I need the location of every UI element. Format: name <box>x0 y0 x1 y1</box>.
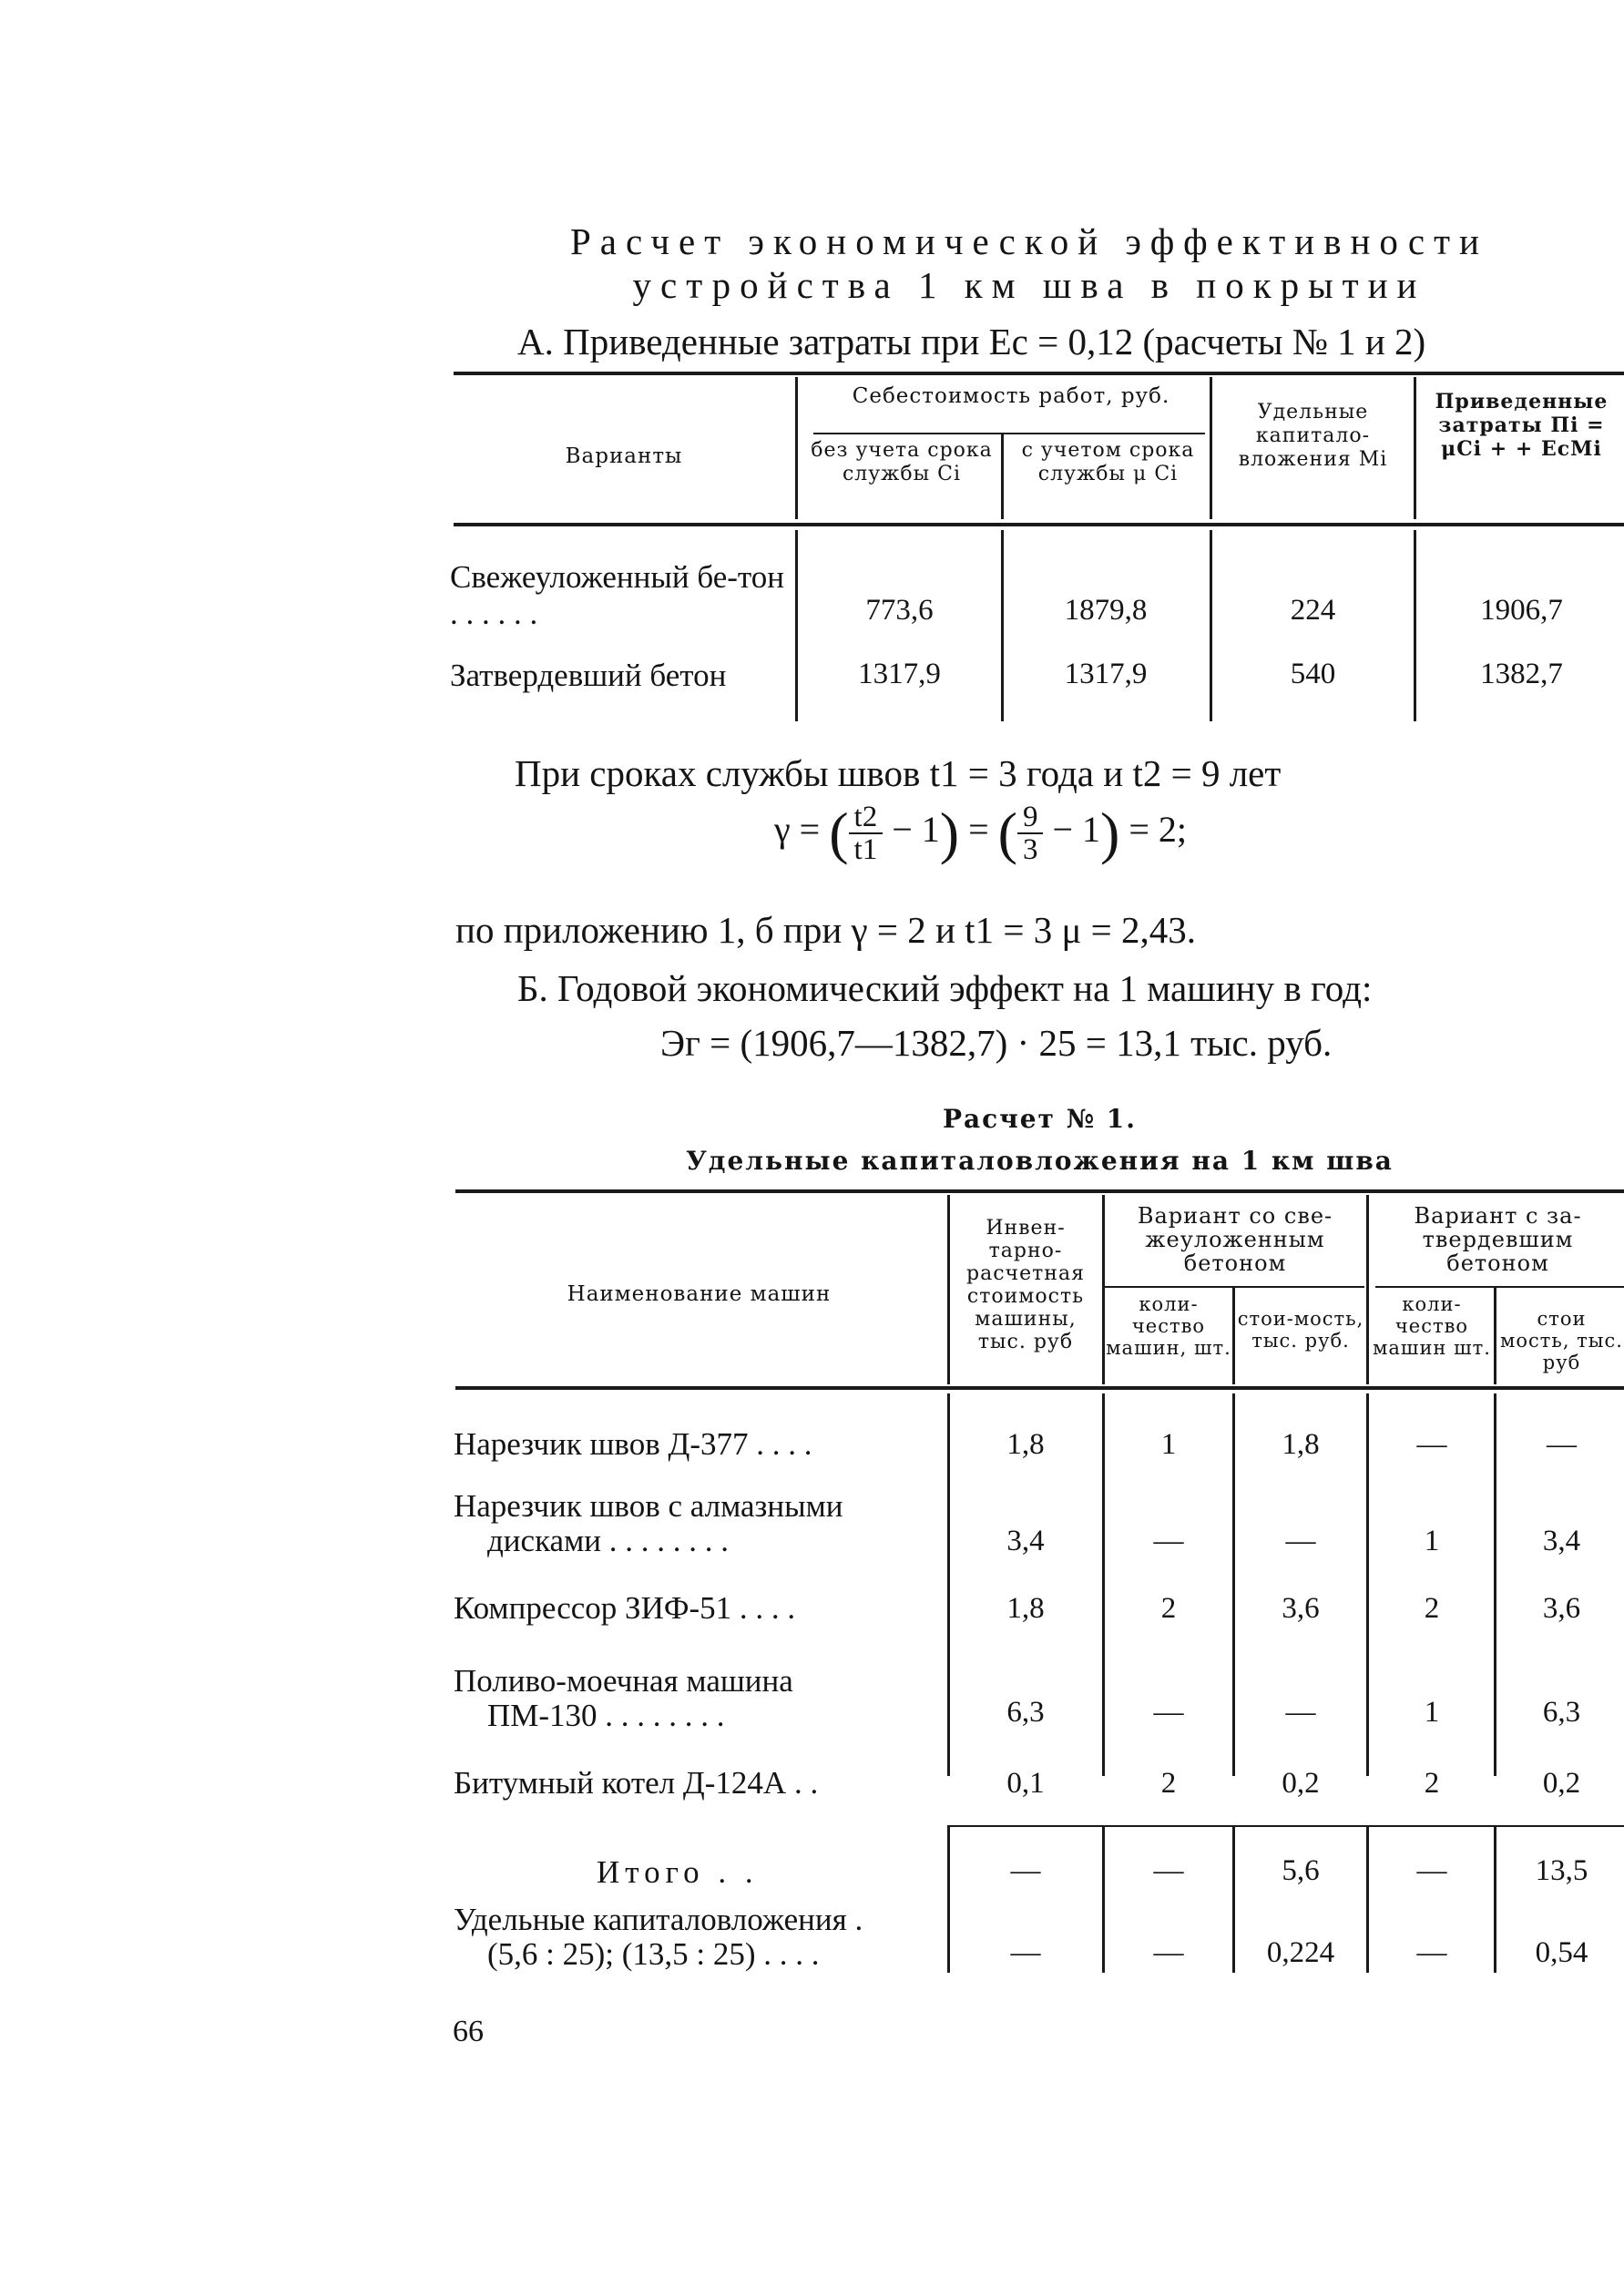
cell-inv: 1,8 <box>1006 1428 1045 1461</box>
machine-name: Поливо-моечная машина <box>454 1663 793 1699</box>
col-fresh-group: Вариант со све-жеуложенным бетоном <box>1137 1203 1333 1276</box>
cell-c2: 3,6 <box>1542 1592 1581 1625</box>
cell-p: 1906,7 <box>1480 594 1563 627</box>
col-hard-group: Вариант с за-твердевшим бетоном <box>1414 1203 1582 1276</box>
frac1-den: t1 <box>853 833 878 866</box>
cell-c1: 5,6 <box>1282 1854 1320 1887</box>
formula-result: = 2; <box>1129 809 1188 851</box>
cell-c1: — <box>1285 1696 1316 1729</box>
cell-c1: 1,8 <box>1282 1428 1320 1461</box>
machine-name-cont: ПМ-130 . . . . . . . . <box>487 1698 725 1733</box>
cell-inv: 0,1 <box>1006 1767 1045 1800</box>
cell-q2: 2 <box>1424 1592 1440 1625</box>
formula-eq: = <box>968 809 989 851</box>
section-b-heading: Б. Годовой экономический эффект на 1 машину в год: <box>517 967 1373 1009</box>
cell-c2: — <box>1547 1428 1577 1461</box>
col-qty-hard: коли-чество машин шт. <box>1373 1293 1491 1359</box>
machine-name: Битумный котел Д-124А . . <box>454 1765 819 1801</box>
col-variants: Варианты <box>565 444 683 468</box>
effect-formula: Эг = (1906,7—1382,7) · 25 = 13,1 тыс. руб. <box>660 1022 1333 1064</box>
row-name: Свежеуложенный бе-тон . . . . . . <box>450 559 784 631</box>
col-cost-fresh: стои-мость, тыс. руб. <box>1237 1308 1364 1352</box>
cell-q2: 1 <box>1424 1525 1440 1557</box>
section-a-heading: А. Приведенные затраты при Eс = 0,12 (расчеты № 1 и 2) <box>517 321 1426 362</box>
cell-q1: 1 <box>1160 1428 1177 1461</box>
row-name: Затвердевший бетон <box>450 658 727 693</box>
cell-q1: — <box>1153 1854 1184 1887</box>
cell-q2: 1 <box>1424 1696 1440 1729</box>
cell-c2: 6,3 <box>1542 1696 1581 1729</box>
cell-c2: 3,4 <box>1542 1525 1581 1557</box>
minus-one: − 1 <box>892 809 940 851</box>
cell-q1: 2 <box>1160 1767 1177 1800</box>
cell-q1: — <box>1153 1696 1184 1729</box>
minus-one-2: − 1 <box>1052 809 1101 851</box>
machine-name: Компрессор ЗИФ-51 . . . . <box>454 1590 796 1626</box>
cell-c1: — <box>1285 1525 1316 1557</box>
col-cost-without: без учета срока службы Ci <box>811 439 993 485</box>
gamma-formula: γ = ( $\frac{t2}{t1}$ − 1) = ( $\frac{9}{3}$ − 1) = 2; <box>774 801 1188 866</box>
cell-c2: 0,2 <box>1542 1767 1581 1800</box>
col-reduced: Приведенные затраты Пi = μCi + + EсMi <box>1435 390 1609 461</box>
machine-name-cont: дисками . . . . . . . . <box>487 1523 729 1558</box>
cell-q2: — <box>1416 1428 1447 1461</box>
cell-m: 540 <box>1290 658 1336 690</box>
col-capital: Удельные капитало-вложения Mi <box>1238 401 1388 471</box>
cell-inv: 6,3 <box>1006 1696 1045 1729</box>
machine-name: Нарезчик швов с алмазными <box>454 1488 843 1524</box>
frac1-num: t2 <box>849 801 883 834</box>
specific-label: Удельные капиталовложения . <box>454 1902 863 1937</box>
calc1-caption-1: Расчет № 1. <box>942 1104 1138 1134</box>
cell-inv: — <box>1010 1854 1041 1887</box>
total-label: Итого . . <box>597 1854 759 1890</box>
cell-inv: — <box>1010 1936 1041 1969</box>
cell-q1: — <box>1153 1936 1184 1969</box>
cell-inv: 1,8 <box>1006 1592 1045 1625</box>
cell-p: 1382,7 <box>1480 658 1563 690</box>
cell-c2: 0,54 <box>1535 1936 1588 1969</box>
col-inventory-cost: Инвен-тарно-расчетная стоимость машины, тыс. руб <box>966 1217 1085 1353</box>
cell-c: 773,6 <box>865 594 934 627</box>
col-machine-name: Наименование машин <box>567 1282 832 1306</box>
specific-label-cont: (5,6 : 25); (13,5 : 25) . . . . <box>487 1936 820 1972</box>
col-cost-group: Себестоимость работ, руб. <box>852 384 1170 408</box>
cell-c2: 13,5 <box>1535 1854 1588 1887</box>
cell-mc: 1317,9 <box>1064 658 1148 690</box>
col-cost-with: с учетом срока службы μ Ci <box>1021 439 1195 485</box>
cell-q1: — <box>1153 1525 1184 1557</box>
formula-lhs: γ = <box>774 809 821 851</box>
cell-q1: 2 <box>1160 1592 1177 1625</box>
frac2-num: 9 <box>1017 801 1044 834</box>
cell-c1: 0,224 <box>1266 1936 1335 1969</box>
col-cost-hard: стои мость, тыс. руб <box>1500 1308 1623 1373</box>
page-number: 66 <box>453 2015 484 2048</box>
appendix-text: по приложению 1, б при γ = 2 и t1 = 3 μ = 2,43. <box>455 909 1197 951</box>
cell-q2: — <box>1416 1936 1447 1969</box>
cell-inv: 3,4 <box>1006 1525 1045 1557</box>
machine-name: Нарезчик швов Д-377 . . . . <box>454 1426 812 1462</box>
calc1-caption-2: Удельные капиталовложения на 1 км шва <box>686 1146 1394 1176</box>
frac2-den: 3 <box>1022 833 1038 866</box>
title-line-1: Расчет экономической эффективности <box>570 220 1488 262</box>
col-qty-fresh: коли-чество машин, шт. <box>1106 1293 1231 1359</box>
cell-q2: — <box>1416 1854 1447 1887</box>
service-life-text: При сроках службы швов t1 = 3 года и t2 = 9 лет <box>515 752 1282 794</box>
title-line-2: устройства 1 км шва в покрытии <box>632 264 1426 306</box>
cell-q2: 2 <box>1424 1767 1440 1800</box>
cell-c1: 3,6 <box>1282 1592 1320 1625</box>
cell-m: 224 <box>1290 594 1336 627</box>
cell-mc: 1879,8 <box>1064 594 1148 627</box>
cell-c: 1317,9 <box>858 658 941 690</box>
cell-c1: 0,2 <box>1282 1767 1320 1800</box>
